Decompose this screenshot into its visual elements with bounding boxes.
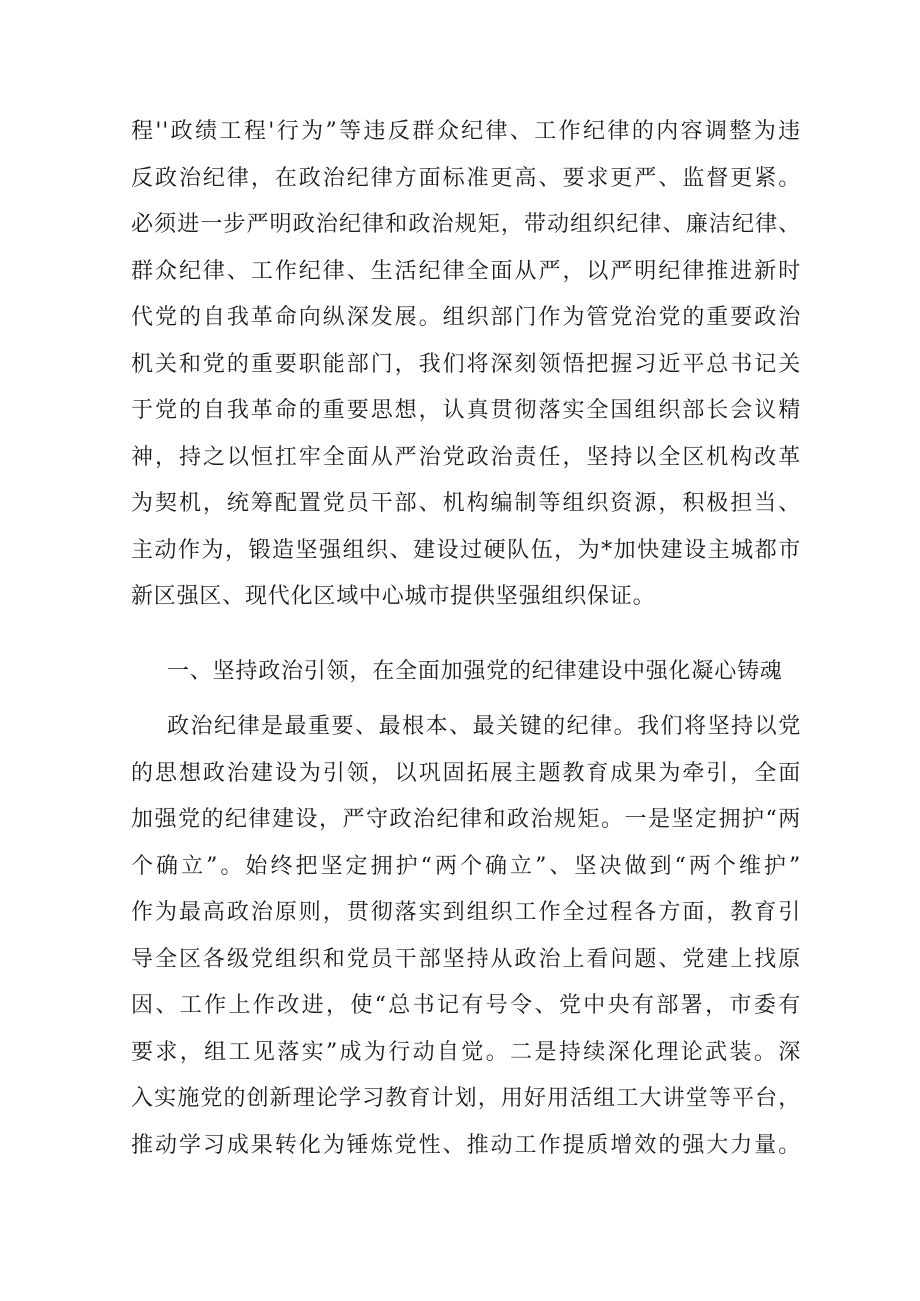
section-heading-text: 一、坚持政治引领，在全面加强党的纪律建设中强化凝心铸魂 [167, 659, 783, 684]
paragraph-line: 机关和党的重要职能部门，我们将深刻领悟把握习近平总书记关 [131, 351, 801, 377]
section-heading [131, 649, 801, 696]
paragraph-line: 于党的自我革命的重要思想，认真贯彻落实全国组织部长会议精 [131, 398, 801, 423]
paragraph-line: 导全区各级党组织和党员干部坚持从政治上看问题、党建上找原 [131, 946, 801, 972]
paragraph-line: 推动学习成果转化为锤炼党性、推动工作提质增效的强大力量。 [131, 1132, 801, 1158]
paragraph-line: 群众纪律、工作纪律、生活纪律全面从严，以严明纪律推进新时 [131, 258, 801, 284]
paragraph-line: 程''政绩工程'行为”等违反群众纪律、工作纪律的内容调整为违 [131, 119, 801, 144]
paragraph-line: 个确立”。始终把坚定拥护“两个确立”、坚决做到“两个维护” [131, 853, 801, 879]
paragraph-2 [131, 704, 801, 1169]
paragraph-line: 神，持之以恒扛牢全面从严治党政治责任，坚持以全区机构改革 [131, 444, 801, 470]
paragraph-line: 入实施党的创新理论学习教育计划，用好用活组工大讲堂等平台， [131, 1086, 801, 1111]
paragraph-line: 要求，组工见落实”成为行动自觉。二是持续深化理论武装。深 [131, 1039, 801, 1065]
paragraph-line: 反政治纪律，在政治纪律方面标准更高、要求更严、监督更紧。 [131, 165, 801, 191]
paragraph-line: 作为最高政治原则，贯彻落实到组织工作全过程各方面，教育引 [131, 900, 801, 925]
paragraph-line: 必须进一步严明政治纪律和政治规矩，带动组织纪律、廉洁纪律、 [131, 212, 801, 237]
paragraph-line: 代党的自我革命向纵深发展。组织部门作为管党治党的重要政治 [131, 305, 801, 330]
paragraph-line: 的思想政治建设为引领，以巩固拓展主题教育成果为牵引，全面 [131, 760, 801, 786]
paragraph-line: 加强党的纪律建设，严守政治纪律和政治规矩。一是坚定拥护“两 [131, 807, 801, 832]
paragraph-line: 政治纪律是最重要、最根本、最关键的纪律。我们将坚持以党 [167, 714, 801, 739]
paragraph-line: 为契机，统筹配置党员干部、机构编制等组织资源，积极担当、 [131, 491, 801, 516]
paragraph-line: 主动作为，锻造坚强组织、建设过硬队伍，为*加快建设主城都市 [131, 537, 801, 563]
paragraph-1 [131, 109, 801, 621]
paragraph-line: 新区强区、现代化区域中心城市提供坚强组织保证。 [131, 584, 656, 609]
paragraph-line: 因、工作上作改进，使“总书记有号令、党中央有部署，市委有 [131, 993, 801, 1018]
